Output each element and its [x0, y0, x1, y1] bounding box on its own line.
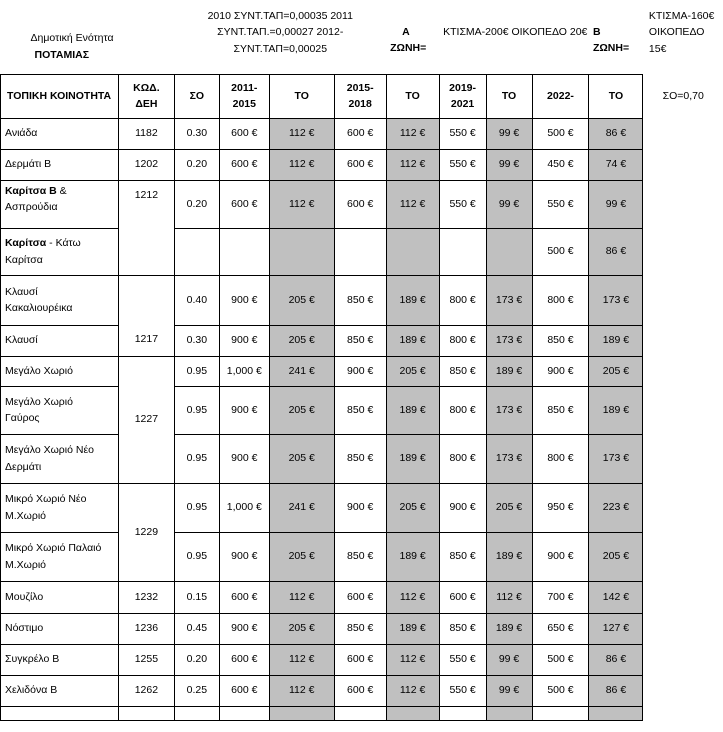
to-2015: 112 € — [386, 675, 439, 706]
coefficients — [174, 6, 386, 69]
value-2011: 600 € — [219, 180, 269, 228]
community-name: Χελιδόνα Β — [1, 675, 119, 706]
to-2022: 173 € — [589, 275, 643, 325]
code: 1255 — [118, 644, 174, 675]
community-name: Συγκρέλο Β — [1, 644, 119, 675]
to-2019: 173 € — [486, 325, 532, 356]
community-name: Ανιάδα — [1, 118, 119, 149]
value-2011: 900 € — [219, 386, 269, 434]
property-value-table — [0, 6, 723, 721]
value-2019: 800 € — [439, 434, 486, 483]
to-2011: 112 € — [269, 118, 334, 149]
to-2011: 205 € — [269, 275, 334, 325]
to-2015: 205 € — [386, 483, 439, 532]
so: 0.95 — [174, 386, 219, 434]
table-row — [1, 149, 723, 180]
so: 0.15 — [174, 581, 219, 613]
to-2022: 86 € — [589, 118, 643, 149]
municipal-label: Δημοτική Ενότητα — [30, 32, 114, 45]
value-2022: 650 € — [532, 613, 589, 644]
to-2022: 127 € — [589, 613, 643, 644]
code: 1217 — [118, 275, 174, 356]
so: 0.95 — [174, 434, 219, 483]
so: 0.45 — [174, 613, 219, 644]
value-2011: 1,000 € — [219, 483, 269, 532]
table-row — [1, 118, 723, 149]
value-2022: 850 € — [532, 325, 589, 356]
table-row — [1, 275, 723, 325]
to-2022: 86 € — [589, 228, 643, 275]
to-2022: 189 € — [589, 325, 643, 356]
zone-a-label — [386, 6, 439, 69]
code: 1182 — [118, 118, 174, 149]
so: 0.95 — [174, 483, 219, 532]
table-row — [1, 356, 723, 386]
to-2022: 86 € — [589, 644, 643, 675]
value-2019: 600 € — [439, 581, 486, 613]
to-2015: 112 € — [386, 644, 439, 675]
value-2019: 850 € — [439, 532, 486, 581]
so: 0.20 — [174, 644, 219, 675]
to-2022: 205 € — [589, 532, 643, 581]
col-community: ΤΟΠΙΚΗ ΚΟΙΝΟΤΗΤΑ — [1, 74, 119, 118]
table-row — [1, 675, 723, 706]
to-2011: 112 € — [269, 675, 334, 706]
value-2011: 900 € — [219, 532, 269, 581]
value-2019: 900 € — [439, 483, 486, 532]
to-2019: 99 € — [486, 675, 532, 706]
top-info-row — [1, 6, 723, 69]
to-2011: 241 € — [269, 356, 334, 386]
community-name: Μεγάλο Χωριό Νέο Δερμάτι — [1, 434, 119, 483]
value-2019: 550 € — [439, 118, 486, 149]
value-2019: 550 € — [439, 180, 486, 228]
code: 1236 — [118, 613, 174, 644]
to-2019: 173 € — [486, 434, 532, 483]
so: 0.40 — [174, 275, 219, 325]
coef-line-2: ΣΥΝΤ.ΤΑΠ.=0,00027 2012- — [217, 26, 344, 39]
table-row — [1, 581, 723, 613]
code: 1227 — [118, 356, 174, 483]
table-row — [1, 434, 723, 483]
to-2022: 74 € — [589, 149, 643, 180]
value-2015: 600 € — [334, 581, 386, 613]
value-2015: 850 € — [334, 386, 386, 434]
value-2019 — [439, 228, 486, 275]
so: 0.20 — [174, 149, 219, 180]
so: 0.20 — [174, 180, 219, 228]
value-2015: 850 € — [334, 613, 386, 644]
value-2022: 450 € — [532, 149, 589, 180]
community-name: Δερμάτι Β — [1, 149, 119, 180]
to-2011 — [269, 228, 334, 275]
to-2015: 205 € — [386, 356, 439, 386]
value-2011: 600 € — [219, 118, 269, 149]
community-name: Μεγάλο Χωριό — [1, 356, 119, 386]
value-2022: 900 € — [532, 532, 589, 581]
value-2019: 800 € — [439, 325, 486, 356]
value-2015: 850 € — [334, 434, 386, 483]
value-2011: 900 € — [219, 275, 269, 325]
value-2022: 800 € — [532, 275, 589, 325]
zone-a-eq: ΖΩΝΗ= — [390, 42, 427, 55]
to-2015 — [386, 228, 439, 275]
to-2015: 189 € — [386, 613, 439, 644]
value-2022: 950 € — [532, 483, 589, 532]
value-2022: 900 € — [532, 356, 589, 386]
to-2011: 112 € — [269, 581, 334, 613]
to-2022: 189 € — [589, 386, 643, 434]
value-2015: 900 € — [334, 356, 386, 386]
to-2011: 205 € — [269, 434, 334, 483]
to-2015: 112 € — [386, 149, 439, 180]
to-2015: 189 € — [386, 532, 439, 581]
to-2019: 99 € — [486, 149, 532, 180]
value-2019: 550 € — [439, 644, 486, 675]
value-2022: 700 € — [532, 581, 589, 613]
to-2019: 112 € — [486, 581, 532, 613]
so: 0.30 — [174, 325, 219, 356]
value-2015: 600 € — [334, 118, 386, 149]
community-name: Νόστιμο — [1, 613, 119, 644]
value-2011: 1,000 € — [219, 356, 269, 386]
to-2015: 112 € — [386, 180, 439, 228]
col-to-1: ΤΟ — [269, 74, 334, 118]
municipal-name: ΠΟΤΑΜΙΑΣ — [34, 48, 90, 61]
zone-a-text: ΚΤΙΣΜΑ-200€ ΟΙΚΟΠΕΔΟ 20€ — [443, 26, 588, 38]
to-2011: 205 € — [269, 613, 334, 644]
coef-line-1: 2010 ΣΥΝΤ.ΤΑΠ=0,00035 2011 — [207, 10, 353, 22]
so: 0.30 — [174, 118, 219, 149]
value-2019: 550 € — [439, 149, 486, 180]
code: 1202 — [118, 149, 174, 180]
col-period-3: 2019- 2021 — [439, 74, 486, 118]
so: 0.95 — [174, 532, 219, 581]
coef-line-3: ΣΥΝΤ.ΤΑΠ=0,00025 — [233, 42, 328, 55]
to-2019: 173 € — [486, 386, 532, 434]
value-2022: 500 € — [532, 644, 589, 675]
value-2011: 600 € — [219, 675, 269, 706]
to-2019: 189 € — [486, 613, 532, 644]
value-2011: 600 € — [219, 581, 269, 613]
col-to-4: ΤΟ — [589, 74, 643, 118]
so: 0.95 — [174, 356, 219, 386]
to-2015: 189 € — [386, 386, 439, 434]
table-row — [1, 325, 723, 356]
table-row-empty — [1, 706, 723, 720]
community-name: Μουζίλο — [1, 581, 119, 613]
value-2015: 600 € — [334, 675, 386, 706]
value-2019: 850 € — [439, 356, 486, 386]
to-2019: 189 € — [486, 356, 532, 386]
community-name: Μικρό Χωριό Παλαιό Μ.Χωριό — [1, 532, 119, 581]
to-2011: 205 € — [269, 532, 334, 581]
value-2011 — [219, 228, 269, 275]
zone-b-text: ΚΤΙΣΜΑ-160€ ΟΙΚΟΠΕΔΟ 15€ — [648, 10, 715, 55]
table-row — [1, 386, 723, 434]
to-2011: 112 € — [269, 149, 334, 180]
community-name: Μεγάλο Χωριό Γαύρος — [1, 386, 119, 434]
value-2019: 550 € — [439, 675, 486, 706]
value-2019: 800 € — [439, 386, 486, 434]
header-row — [1, 74, 723, 118]
code: 1262 — [118, 675, 174, 706]
col-to-3: ΤΟ — [486, 74, 532, 118]
table-row — [1, 644, 723, 675]
community-name: Καρίτσα - Κάτω Καρίτσα — [1, 228, 119, 275]
to-2011: 205 € — [269, 386, 334, 434]
to-2011: 112 € — [269, 180, 334, 228]
to-2022: 173 € — [589, 434, 643, 483]
zone-a-letter: Α — [402, 26, 410, 38]
value-2022: 500 € — [532, 118, 589, 149]
to-2019 — [486, 228, 532, 275]
to-2011: 241 € — [269, 483, 334, 532]
table-row — [1, 532, 723, 581]
to-2015: 189 € — [386, 275, 439, 325]
table-row — [1, 180, 723, 228]
col-so: ΣΟ — [174, 74, 219, 118]
to-2019: 99 € — [486, 180, 532, 228]
value-2015 — [334, 228, 386, 275]
zone-b-letter: Β — [592, 26, 601, 38]
so — [174, 228, 219, 275]
value-2011: 900 € — [219, 613, 269, 644]
to-2022: 223 € — [589, 483, 643, 532]
col-code: ΚΩΔ. ΔΕΗ — [118, 74, 174, 118]
table-row — [1, 483, 723, 532]
value-2015: 600 € — [334, 149, 386, 180]
community-name: Καρίτσα Β & Ασπρούδια — [1, 180, 119, 228]
community-name: Μικρό Χωριό Νέο Μ.Χωριό — [1, 483, 119, 532]
value-2022: 850 € — [532, 386, 589, 434]
value-2011: 900 € — [219, 434, 269, 483]
value-2011: 600 € — [219, 644, 269, 675]
to-2022: 142 € — [589, 581, 643, 613]
to-2022: 86 € — [589, 675, 643, 706]
value-2019: 800 € — [439, 275, 486, 325]
value-2015: 850 € — [334, 532, 386, 581]
zone-b-eq: ΖΩΝΗ= — [592, 42, 630, 55]
value-2022: 500 € — [532, 675, 589, 706]
col-period-1: 2011- 2015 — [219, 74, 269, 118]
municipal-unit — [1, 6, 175, 69]
to-2022: 205 € — [589, 356, 643, 386]
value-2011: 600 € — [219, 149, 269, 180]
to-2022: 99 € — [589, 180, 643, 228]
value-2015: 900 € — [334, 483, 386, 532]
value-2022: 800 € — [532, 434, 589, 483]
table-row — [1, 228, 723, 275]
value-2015: 600 € — [334, 644, 386, 675]
value-2015: 850 € — [334, 325, 386, 356]
community-name: Κλαυσί Κακαλιουρέικα — [1, 275, 119, 325]
value-2022: 550 € — [532, 180, 589, 228]
to-2011: 112 € — [269, 644, 334, 675]
to-2015: 112 € — [386, 581, 439, 613]
so-note: ΣΟ=0,70 — [662, 89, 704, 102]
code: 1212 — [118, 180, 174, 275]
to-2015: 112 € — [386, 118, 439, 149]
to-2019: 99 € — [486, 118, 532, 149]
value-2019: 850 € — [439, 613, 486, 644]
to-2015: 189 € — [386, 434, 439, 483]
code: 1232 — [118, 581, 174, 613]
value-2015: 850 € — [334, 275, 386, 325]
code: 1229 — [118, 483, 174, 581]
col-period-4: 2022- — [532, 74, 589, 118]
zone-b-label — [589, 6, 643, 69]
value-2015: 600 € — [334, 180, 386, 228]
community-name: Κλαυσί — [1, 325, 119, 356]
col-to-2: ΤΟ — [386, 74, 439, 118]
value-2022: 500 € — [532, 228, 589, 275]
to-2015: 189 € — [386, 325, 439, 356]
value-2011: 900 € — [219, 325, 269, 356]
col-period-2: 2015- 2018 — [334, 74, 386, 118]
to-2019: 189 € — [486, 532, 532, 581]
table-row — [1, 613, 723, 644]
to-2019: 205 € — [486, 483, 532, 532]
so: 0.25 — [174, 675, 219, 706]
to-2019: 99 € — [486, 644, 532, 675]
to-2011: 205 € — [269, 325, 334, 356]
to-2019: 173 € — [486, 275, 532, 325]
